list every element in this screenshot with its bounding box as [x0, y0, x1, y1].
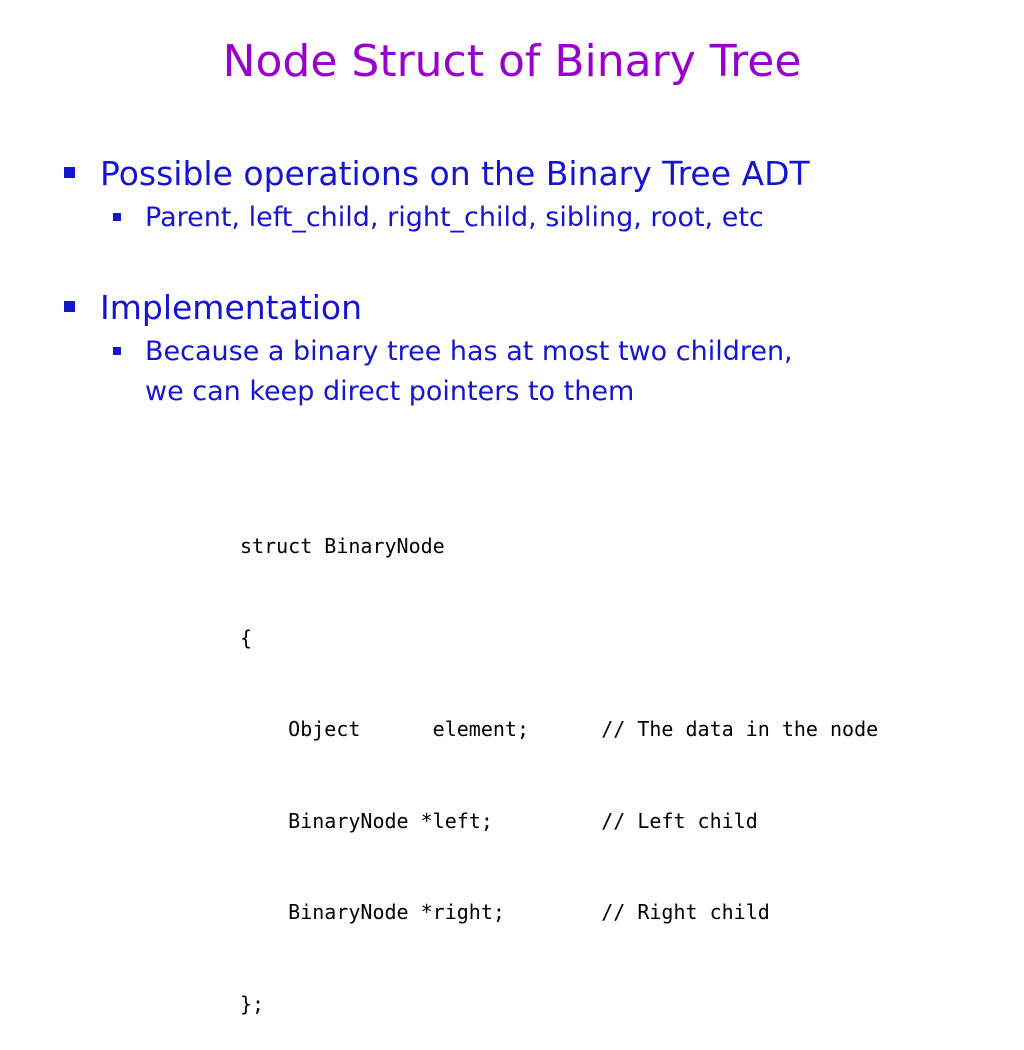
- sub-bullet-text-line-1: Because a binary tree has at most two children,: [145, 336, 793, 367]
- sub-bullet-text: Parent, left_child, right_child, sibling, root, etc: [145, 202, 764, 233]
- bullet-text: Implementation: [100, 288, 363, 327]
- bullet-item: [62, 284, 1002, 332]
- code-line: {: [240, 625, 253, 650]
- square-bullet-icon: [113, 213, 121, 221]
- code-line: BinaryNode *left; // Left child: [240, 808, 758, 833]
- square-bullet-icon: [113, 347, 121, 355]
- bullet-item: [62, 150, 1002, 198]
- code-line: BinaryNode *right; // Right child: [240, 900, 770, 924]
- sub-bullet-item: [107, 198, 1002, 238]
- square-bullet-icon: [64, 301, 75, 312]
- sub-bullet-item: [107, 332, 1002, 412]
- code-block: [240, 470, 878, 1050]
- slide-title: Node Struct of Binary Tree: [222, 36, 802, 87]
- code-line: struct BinaryNode: [240, 534, 445, 558]
- code-line: Object element; // The data in the node: [240, 717, 879, 741]
- sub-bullet-text-line-2: we can keep direct pointers to them: [145, 376, 635, 407]
- square-bullet-icon: [64, 167, 75, 178]
- code-line: };: [240, 991, 265, 1016]
- bullet-text: Possible operations on the Binary Tree ADT: [100, 154, 810, 193]
- bullet-list: [62, 150, 1002, 412]
